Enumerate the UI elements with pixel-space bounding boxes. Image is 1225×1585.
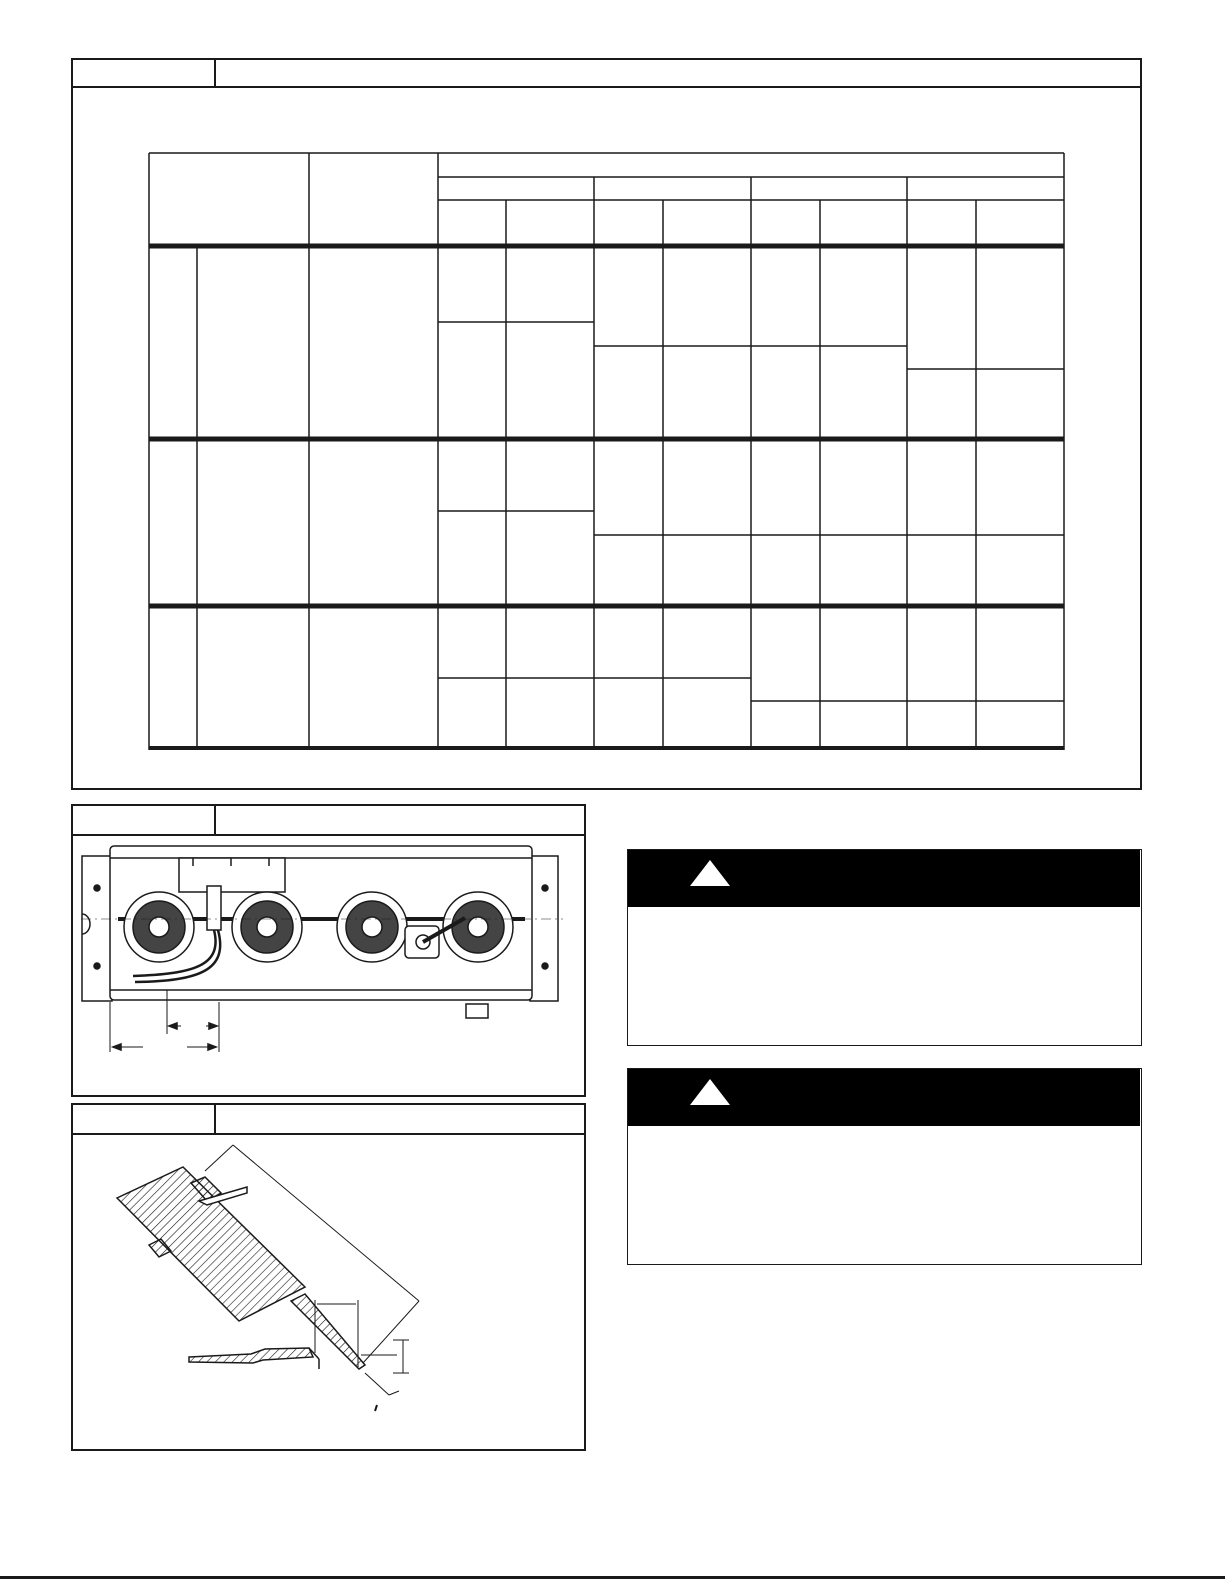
- warning-box-1: [627, 849, 1142, 1046]
- warning-heading-1: [748, 868, 1128, 888]
- warning-header-2: [628, 1069, 1140, 1126]
- page-footer-rule: [0, 1576, 1225, 1579]
- warning-box-2: [627, 1068, 1142, 1265]
- warning-header-1: [628, 850, 1140, 907]
- gas-pressure-table: [73, 60, 1140, 788]
- burner-4: [443, 892, 513, 962]
- table-figure-frame: [71, 58, 1142, 790]
- warning-body-1: [638, 916, 1128, 1036]
- spark-gap-figure-frame: [71, 1103, 586, 1451]
- warning-body-2: [638, 1135, 1128, 1255]
- burner-box-drawing: [73, 806, 584, 1095]
- burner-3: [337, 892, 407, 962]
- burner-2: [232, 892, 302, 962]
- spark-gap-drawing: [73, 1105, 584, 1449]
- warning-triangle-icon: [688, 859, 732, 887]
- warning-triangle-icon: [688, 1078, 732, 1106]
- warning-heading-2: [748, 1087, 1128, 1107]
- burner-box-figure-frame: [71, 804, 586, 1097]
- burner-1: [124, 892, 194, 962]
